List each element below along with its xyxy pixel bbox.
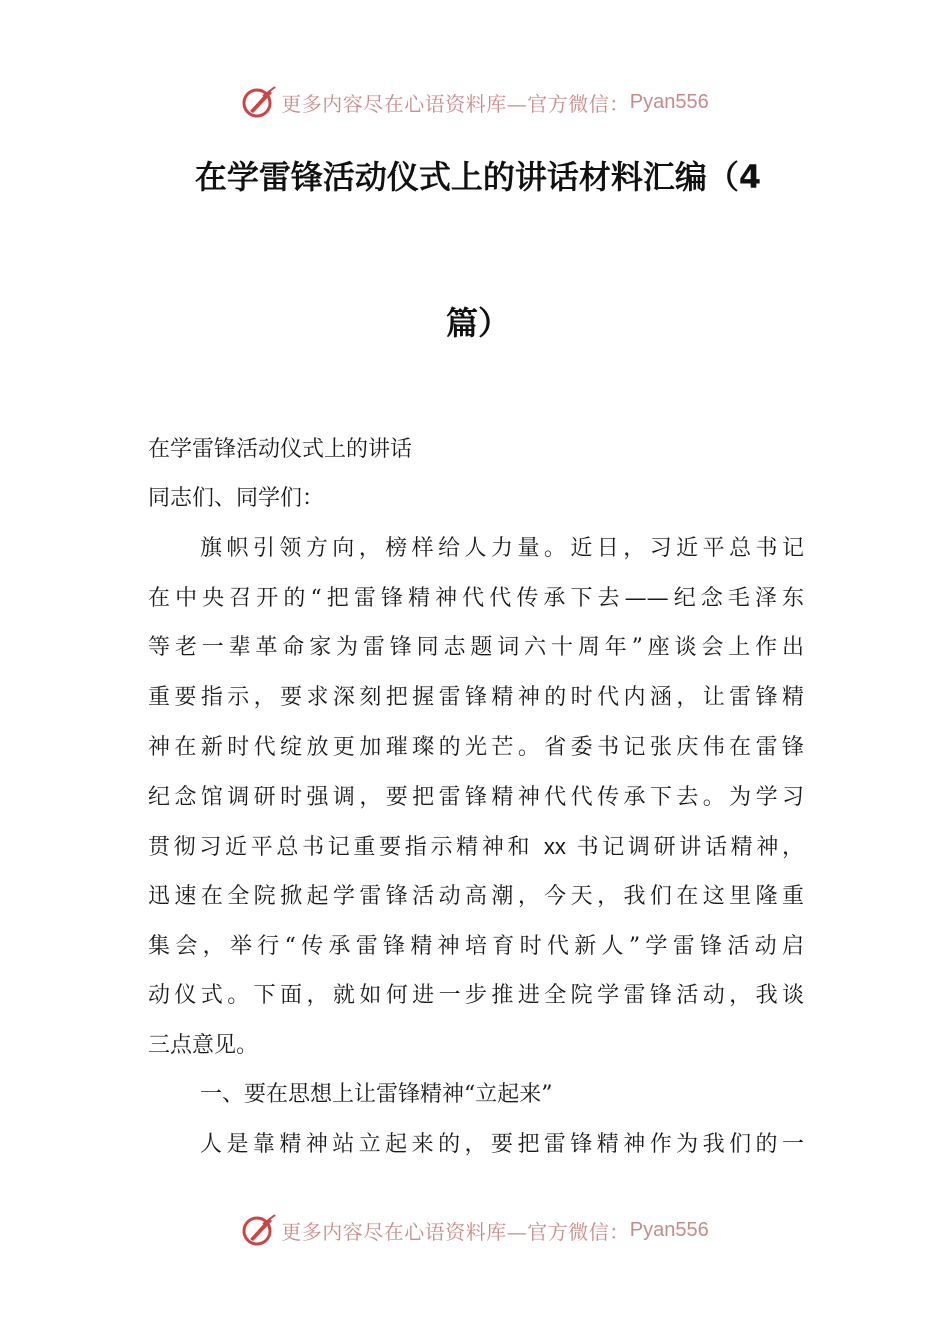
paragraph-line: 动仪式。下面，就如何进一步推进全院学雷锋活动，我谈 (148, 983, 804, 1008)
paragraph-line: 集会，举行“传承雷锋精神培育时代新人”学雷锋活动启 (148, 934, 804, 959)
paragraph-line: 重要指示，要求深刻把握雷锋精神的时代内涵，让雷锋精 (148, 685, 804, 710)
document-title-line2: 篇） (445, 304, 510, 342)
quill-circle-icon (241, 84, 277, 120)
salutation: 同志们、同学们： (148, 486, 325, 511)
watermark-wechat-id: Pyan556 (629, 1218, 709, 1241)
placeholder-xx: xx (543, 834, 566, 859)
paragraph-line: 三点意见。 (148, 1033, 259, 1058)
document-title-line1: 在学雷锋活动仪式上的讲话材料汇编（4 (194, 158, 762, 196)
quill-circle-icon (241, 1212, 277, 1248)
paragraph-line: 等老一辈革命家为雷锋同志题词六十周年”座谈会上作出 (148, 635, 804, 660)
paragraph-text: 贯彻习近平总书记重要指示精神和 (148, 835, 534, 860)
paragraph-line: 神在新时代绽放更加璀璨的光芒。省委书记张庆伟在雷锋 (148, 735, 804, 760)
paragraph-line: 在中央召开的“把雷锋精神代代传承下去——纪念毛泽东 (148, 586, 804, 611)
paragraph-line: 纪念馆调研时强调，要把雷锋精神代代传承下去。为学习 (148, 785, 804, 810)
watermark-wechat-id: Pyan556 (629, 90, 709, 113)
watermark-text: 更多内容尽在心语资料库—官方微信： (281, 1219, 630, 1244)
paragraph-line: 迅速在全院掀起学雷锋活动高潮，今天，我们在这里隆重 (148, 884, 804, 909)
watermark-header (0, 80, 950, 124)
watermark-footer (0, 1208, 950, 1252)
watermark-text: 更多内容尽在心语资料库—官方微信： (281, 91, 630, 116)
paragraph-line: 旗帜引领方向，榜样给人力量。近日，习近平总书记 (200, 536, 804, 561)
paragraph-line: 人是靠精神站立起来的，要把雷锋精神作为我们的一 (200, 1132, 804, 1157)
paragraph-line-mixed (148, 832, 804, 862)
paragraph-text: 书记调研讲话精神， (576, 835, 804, 860)
section-subtitle: 在学雷锋活动仪式上的讲话 (148, 437, 413, 462)
section-heading: 一、要在思想上让雷锋精神“立起来” (200, 1082, 553, 1107)
